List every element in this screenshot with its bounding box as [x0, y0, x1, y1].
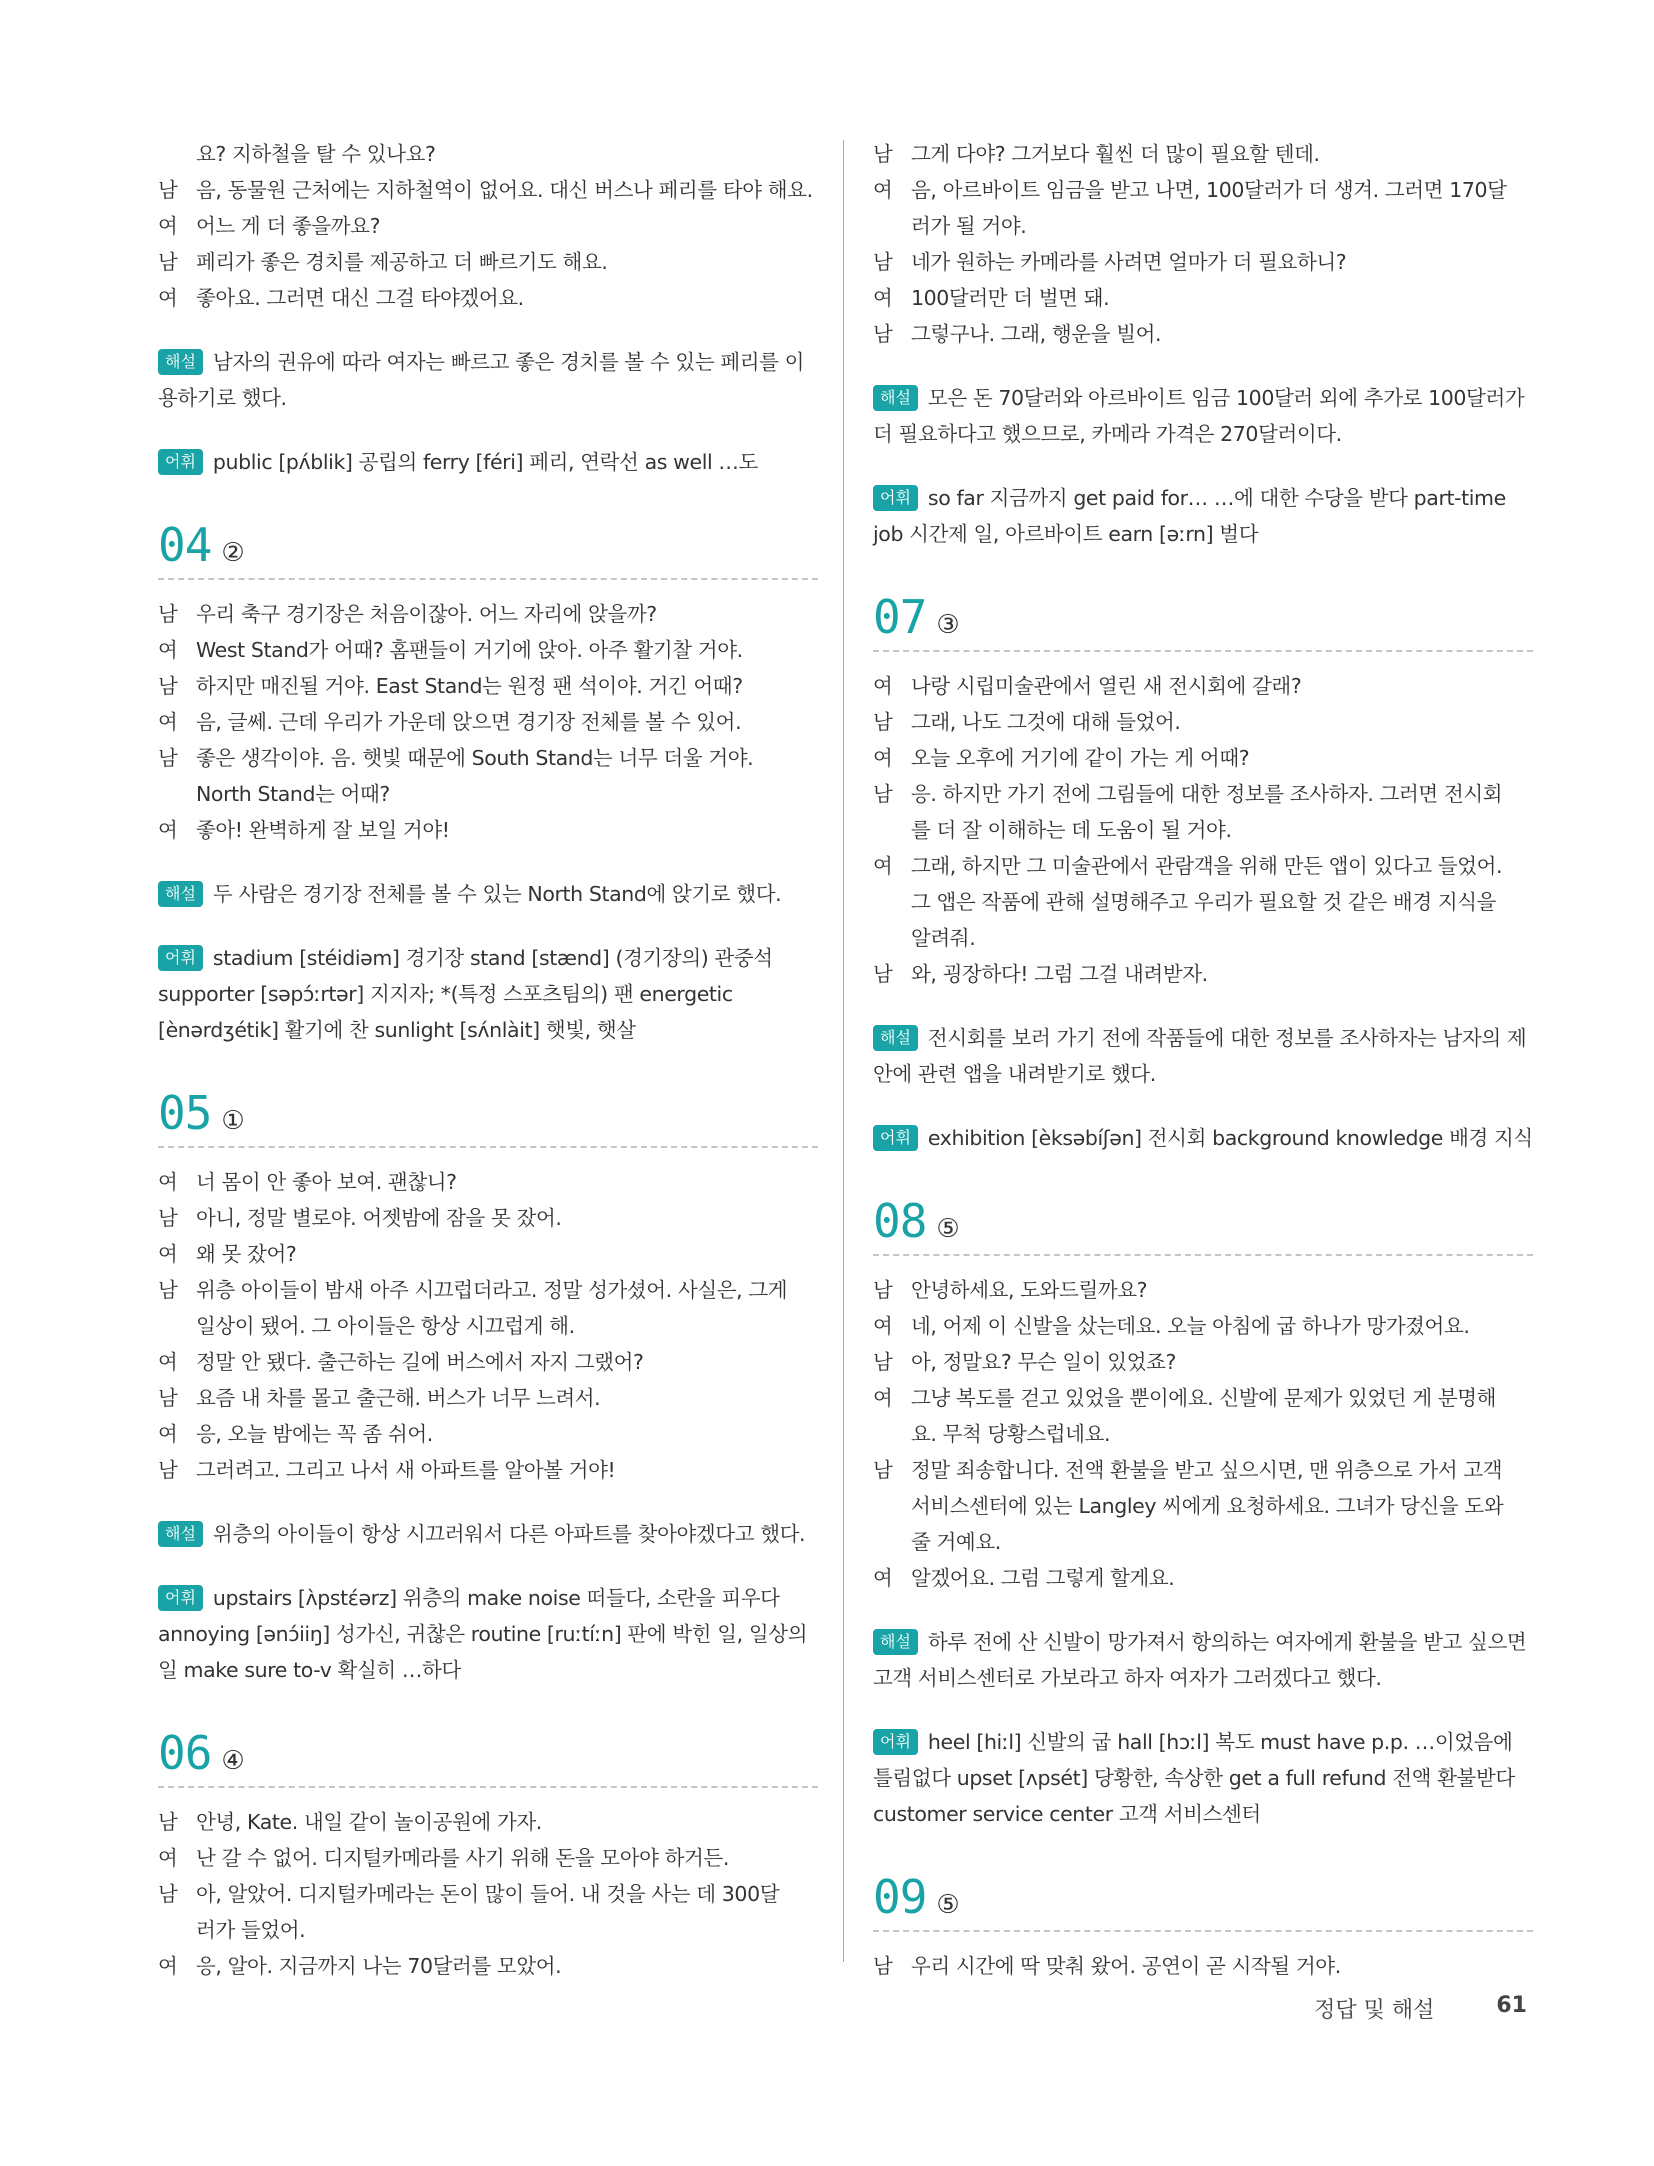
explanation-badge: 해설 — [158, 1521, 203, 1547]
line-text: 네, 어제 이 신발을 샀는데요. 오늘 아침에 굽 하나가 망가졌어요. — [911, 1314, 1470, 1338]
line-text: 그래, 나도 그것에 대해 들었어. — [911, 710, 1181, 734]
speaker-label: 여 — [158, 286, 178, 310]
speaker-label: 여 — [158, 1350, 178, 1374]
vocab-badge: 어휘 — [158, 945, 203, 971]
speaker-label: 남 — [873, 710, 893, 734]
line-text: 알려줘. — [911, 926, 976, 950]
vocab-badge: 어휘 — [873, 1125, 918, 1151]
line-text: 나랑 시립미술관에서 열린 새 전시회에 갈래? — [911, 674, 1302, 698]
explanation — [873, 1624, 1533, 1696]
line-text: 아니, 정말 별로야. 어젯밤에 잠을 못 잤어. — [196, 1206, 562, 1230]
line-text: 그렇구나. 그래, 행운을 빌어. — [911, 322, 1162, 346]
answer-mark: ⑤ — [936, 1890, 960, 1920]
line-text: 네가 원하는 카메라를 사려면 얼마가 더 필요하니? — [911, 250, 1347, 274]
dialogue-line — [873, 1488, 1533, 1524]
dialogue-line — [158, 812, 818, 848]
vocabulary — [873, 480, 1533, 552]
q03-continuation — [158, 136, 818, 316]
dialogue-line — [873, 956, 1533, 992]
speaker-label: 여 — [158, 1170, 178, 1194]
question-header — [158, 1720, 818, 1788]
dialogue-line — [158, 136, 818, 172]
dialogue-line — [873, 136, 1533, 172]
explanation-text: 두 사람은 경기장 전체를 볼 수 있는 North Stand에 앉기로 했다. — [212, 882, 782, 906]
speaker-label: 남 — [873, 1954, 893, 1978]
explanation — [873, 1020, 1533, 1092]
dialogue-line — [158, 1876, 818, 1912]
question-number: 08 — [873, 1194, 927, 1248]
speaker-label: 남 — [158, 178, 178, 202]
dialogue-line — [873, 740, 1533, 776]
answer-mark: ① — [221, 1106, 245, 1136]
explanation-text: 하루 전에 산 신발이 망가져서 항의하는 여자에게 환불을 받고 싶으면 고객 서비스센터로 가보라고 하자 여자가 그러겠다고 했다. — [873, 1630, 1527, 1690]
speaker-label: 여 — [873, 286, 893, 310]
question-number: 06 — [158, 1726, 212, 1780]
dialogue-line — [873, 1416, 1533, 1452]
page-footer — [1314, 1993, 1527, 2024]
line-text: 그 앱은 작품에 관해 설명해주고 우리가 필요할 것 같은 배경 지식을 — [911, 890, 1497, 914]
footer-label: 정답 및 해설 — [1314, 1998, 1435, 2023]
explanation-badge: 해설 — [873, 1025, 918, 1051]
vocab-text: heel [hiːl] 신발의 굽 hall [hɔːl] 복도 must have p.p. …이었음에 틀림없다 upset [ʌpsét] 당황한, 속상한 get a full refund 전액 환불받다 customer service center 고객 서비스센터 — [873, 1730, 1515, 1826]
line-text: 음, 아르바이트 임금을 받고 나면, 100달러가 더 생겨. 그러면 170달 — [911, 178, 1507, 202]
line-text: 응, 오늘 밤에는 꼭 좀 쉬어. — [196, 1422, 433, 1446]
dialogue-line — [158, 172, 818, 208]
vocab-badge: 어휘 — [158, 1585, 203, 1611]
speaker-label: 남 — [158, 1206, 178, 1230]
dialogue — [158, 136, 818, 316]
dialogue-line — [158, 1164, 818, 1200]
dialogue-line — [158, 1804, 818, 1840]
dialogue-line — [158, 668, 818, 704]
answer-mark: ② — [221, 538, 245, 568]
dialogue-line — [873, 1272, 1533, 1308]
dialogue-line — [158, 740, 818, 776]
question-header — [873, 1188, 1533, 1256]
question-08 — [873, 1188, 1533, 1832]
answer-mark: ③ — [936, 610, 960, 640]
question-number: 04 — [158, 518, 212, 572]
explanation — [873, 380, 1533, 452]
vocab-text: exhibition [èksəbíʃən] 전시회 background knowledge 배경 지식 — [927, 1126, 1533, 1150]
speaker-label: 남 — [158, 674, 178, 698]
dialogue-line — [873, 1380, 1533, 1416]
question-header — [873, 1864, 1533, 1932]
dialogue-line — [158, 1308, 818, 1344]
speaker-label: 남 — [873, 782, 893, 806]
line-text: 정말 안 됐다. 출근하는 길에 버스에서 자지 그랬어? — [196, 1350, 644, 1374]
dialogue-line — [158, 704, 818, 740]
line-text: 요즘 내 차를 몰고 출근해. 버스가 너무 느려서. — [196, 1386, 601, 1410]
q06-continuation — [873, 136, 1533, 352]
dialogue-line — [873, 244, 1533, 280]
question-07 — [873, 584, 1533, 1156]
dialogue-line — [873, 848, 1533, 884]
question-04 — [158, 512, 818, 1048]
line-text: 그게 다야? 그거보다 훨씬 더 많이 필요할 텐데. — [911, 142, 1320, 166]
page-number: 61 — [1496, 1993, 1527, 2018]
speaker-label: 여 — [873, 1386, 893, 1410]
speaker-label: 여 — [158, 1954, 178, 1978]
column-divider — [843, 140, 844, 1962]
dialogue-line — [158, 1416, 818, 1452]
speaker-label: 남 — [158, 1458, 178, 1482]
dialogue — [873, 1272, 1533, 1596]
dialogue-line — [158, 280, 818, 316]
explanation-text: 전시회를 보러 가기 전에 작품들에 대한 정보를 조사하자는 남자의 제안에 관련 앱을 내려받기로 했다. — [873, 1026, 1527, 1086]
line-text: 음, 동물원 근처에는 지하철역이 없어요. 대신 버스나 페리를 타야 해요. — [196, 178, 813, 202]
line-text: 러가 들었어. — [196, 1918, 306, 1942]
line-text: 일상이 됐어. 그 아이들은 항상 시끄럽게 해. — [196, 1314, 575, 1338]
vocab-badge: 어휘 — [158, 449, 203, 475]
question-number: 07 — [873, 590, 927, 644]
line-text: 왜 못 잤어? — [196, 1242, 297, 1266]
line-text: 그냥 복도를 걷고 있었을 뿐이에요. 신발에 문제가 있었던 게 분명해 — [911, 1386, 1497, 1410]
speaker-label: 여 — [873, 746, 893, 770]
dialogue-line — [873, 280, 1533, 316]
vocab-text: upstairs [ʌ̀pstέərz] 위층의 make noise 떠들다, 소란을 피우다 annoying [ənɔ́iiŋ] 성가신, 귀찮은 routine [ruːtíːn] 판에 박힌 일, 일상의 일 make sure to-v 확실히 …하다 — [158, 1586, 808, 1682]
line-text: West Stand가 어때? 홈팬들이 거기에 앉아. 아주 활기찰 거야. — [196, 638, 743, 662]
line-text: 요? 지하철을 탈 수 있나요? — [196, 142, 436, 166]
dialogue-line — [158, 244, 818, 280]
speaker-label: 여 — [158, 214, 178, 238]
speaker-label: 남 — [873, 1458, 893, 1482]
line-text: 응. 하지만 가기 전에 그림들에 대한 정보를 조사하자. 그러면 전시회 — [911, 782, 1503, 806]
explanation-badge: 해설 — [873, 385, 918, 411]
speaker-label: 여 — [158, 1422, 178, 1446]
line-text: 좋아! 완벽하게 잘 보일 거야! — [196, 818, 450, 842]
speaker-label: 여 — [158, 710, 178, 734]
explanation-badge: 해설 — [158, 349, 203, 375]
vocab-text: so far 지금까지 get paid for… …에 대한 수당을 받다 part-time job 시간제 일, 아르바이트 earn [əːrn] 벌다 — [873, 486, 1506, 546]
dialogue — [873, 1948, 1533, 1984]
dialogue-line — [873, 1524, 1533, 1560]
question-05 — [158, 1080, 818, 1688]
question-09 — [873, 1864, 1533, 1984]
vocab-badge: 어휘 — [873, 1729, 918, 1755]
speaker-label: 여 — [158, 638, 178, 662]
dialogue — [158, 1804, 818, 1984]
vocabulary — [873, 1120, 1533, 1156]
dialogue-line — [158, 1452, 818, 1488]
dialogue-line — [158, 1200, 818, 1236]
speaker-label: 남 — [158, 746, 178, 770]
dialogue-line — [873, 208, 1533, 244]
dialogue-line — [158, 776, 818, 812]
answer-mark: ④ — [221, 1746, 245, 1776]
dialogue-line — [158, 208, 818, 244]
dialogue-line — [873, 884, 1533, 920]
line-text: 100달러만 더 벌면 돼. — [911, 286, 1110, 310]
vocabulary — [873, 1724, 1533, 1832]
line-text: 난 갈 수 없어. 디지털카메라를 사기 위해 돈을 모아야 하거든. — [196, 1846, 729, 1870]
dialogue-line — [873, 1344, 1533, 1380]
line-text: 좋은 생각이야. 음. 햇빛 때문에 South Stand는 너무 더울 거야. — [196, 746, 754, 770]
line-text: 하지만 매진될 거야. East Stand는 원정 팬 석이야. 거긴 어때? — [196, 674, 743, 698]
dialogue-line — [873, 1308, 1533, 1344]
speaker-label: 여 — [158, 1846, 178, 1870]
dialogue-line — [158, 1272, 818, 1308]
speaker-label: 남 — [158, 602, 178, 626]
left-column — [158, 136, 818, 2012]
dialogue-line — [873, 776, 1533, 812]
dialogue-line — [873, 704, 1533, 740]
speaker-label: 여 — [873, 674, 893, 698]
line-text: 서비스센터에 있는 Langley 씨에게 요청하세요. 그녀가 당신을 도와 — [911, 1494, 1504, 1518]
explanation-text: 위층의 아이들이 항상 시끄러워서 다른 아파트를 찾아야겠다고 했다. — [212, 1522, 806, 1546]
speaker-label: 여 — [873, 1566, 893, 1590]
dialogue-line — [873, 1452, 1533, 1488]
dialogue — [158, 596, 818, 848]
question-header — [873, 584, 1533, 652]
vocab-text: public [pʌ́blik] 공립의 ferry [féri] 페리, 연락선 as well …도 — [212, 450, 758, 474]
dialogue-line — [873, 920, 1533, 956]
line-text: 를 더 잘 이해하는 데 도움이 될 거야. — [911, 818, 1232, 842]
dialogue-line — [158, 632, 818, 668]
line-text: 줄 거예요. — [911, 1530, 1001, 1554]
vocabulary — [158, 444, 818, 480]
explanation — [158, 344, 818, 416]
explanation-text: 남자의 권유에 따라 여자는 빠르고 좋은 경치를 볼 수 있는 페리를 이용하기로 했다. — [158, 350, 805, 410]
answer-mark: ⑤ — [936, 1214, 960, 1244]
dialogue — [158, 1164, 818, 1488]
line-text: 러가 될 거야. — [911, 214, 1027, 238]
question-06 — [158, 1720, 818, 1984]
dialogue-line — [158, 1236, 818, 1272]
line-text: 정말 죄송합니다. 전액 환불을 받고 싶으시면, 맨 위층으로 가서 고객 — [911, 1458, 1503, 1482]
line-text: North Stand는 어때? — [196, 782, 390, 806]
line-text: 안녕, Kate. 내일 같이 놀이공원에 가자. — [196, 1810, 542, 1834]
speaker-label: 남 — [158, 1882, 178, 1906]
explanation — [158, 876, 818, 912]
dialogue-line — [158, 1344, 818, 1380]
dialogue-line — [873, 812, 1533, 848]
vocab-badge: 어휘 — [873, 485, 918, 511]
explanation-text: 모은 돈 70달러와 아르바이트 임금 100달러 외에 추가로 100달러가 더 필요하다고 했으므로, 카메라 가격은 270달러이다. — [873, 386, 1525, 446]
dialogue-line — [873, 1560, 1533, 1596]
speaker-label: 여 — [873, 1314, 893, 1338]
line-text: 우리 시간에 딱 맞춰 왔어. 공연이 곧 시작될 거야. — [911, 1954, 1341, 1978]
question-header — [158, 512, 818, 580]
line-text: 음, 글쎄. 근데 우리가 가운데 앉으면 경기장 전체를 볼 수 있어. — [196, 710, 742, 734]
line-text: 너 몸이 안 좋아 보여. 괜찮니? — [196, 1170, 457, 1194]
line-text: 오늘 오후에 거기에 같이 가는 게 어때? — [911, 746, 1250, 770]
line-text: 아, 알았어. 디지털카메라는 돈이 많이 들어. 내 것을 사는 데 300달 — [196, 1882, 780, 1906]
right-column — [873, 136, 1533, 2012]
line-text: 아, 정말요? 무슨 일이 있었죠? — [911, 1350, 1176, 1374]
speaker-label: 남 — [158, 1386, 178, 1410]
line-text: 와, 굉장하다! 그럼 그걸 내려받자. — [911, 962, 1208, 986]
dialogue-line — [158, 1948, 818, 1984]
line-text: 페리가 좋은 경치를 제공하고 더 빠르기도 해요. — [196, 250, 608, 274]
line-text: 그래, 하지만 그 미술관에서 관람객을 위해 만든 앱이 있다고 들었어. — [911, 854, 1503, 878]
speaker-label: 남 — [158, 1810, 178, 1834]
line-text: 위층 아이들이 밤새 아주 시끄럽더라고. 정말 성가셨어. 사실은, 그게 — [196, 1278, 788, 1302]
line-text: 요. 무척 당황스럽네요. — [911, 1422, 1111, 1446]
explanation-badge: 해설 — [873, 1629, 918, 1655]
vocabulary — [158, 1580, 818, 1688]
line-text: 좋아요. 그러면 대신 그걸 타야겠어요. — [196, 286, 524, 310]
line-text: 안녕하세요, 도와드릴까요? — [911, 1278, 1148, 1302]
speaker-label: 남 — [873, 1278, 893, 1302]
vocabulary — [158, 940, 818, 1048]
dialogue-line — [158, 1912, 818, 1948]
vocab-text: stadium [stéidiəm] 경기장 stand [stænd] (경기장의) 관중석 supporter [səpɔ́ːrtər] 지지자; *(특정 스포츠팀의) 팬 energetic [ènərdʒétik] 활기에 찬 sunlight [sʌ́nlàit] 햇빛, 햇살 — [158, 946, 773, 1042]
question-number: 05 — [158, 1086, 212, 1140]
line-text: 우리 축구 경기장은 처음이잖아. 어느 자리에 앉을까? — [196, 602, 657, 626]
line-text: 알겠어요. 그럼 그렇게 할게요. — [911, 1566, 1175, 1590]
dialogue-line — [158, 1380, 818, 1416]
speaker-label: 남 — [873, 962, 893, 986]
speaker-label: 남 — [873, 142, 893, 166]
speaker-label: 여 — [158, 818, 178, 842]
line-text: 응, 알아. 지금까지 나는 70달러를 모았어. — [196, 1954, 562, 1978]
explanation-badge: 해설 — [158, 881, 203, 907]
speaker-label: 남 — [873, 322, 893, 346]
line-text: 어느 게 더 좋을까요? — [196, 214, 381, 238]
speaker-label: 여 — [158, 1242, 178, 1266]
speaker-label: 남 — [158, 1278, 178, 1302]
dialogue-line — [158, 1840, 818, 1876]
speaker-label: 남 — [873, 1350, 893, 1374]
speaker-label: 여 — [873, 178, 893, 202]
dialogue-line — [873, 668, 1533, 704]
question-header — [158, 1080, 818, 1148]
dialogue — [873, 668, 1533, 992]
question-number: 09 — [873, 1870, 927, 1924]
speaker-label: 남 — [873, 250, 893, 274]
dialogue-line — [873, 316, 1533, 352]
dialogue-line — [158, 596, 818, 632]
explanation — [158, 1516, 818, 1552]
speaker-label: 여 — [873, 854, 893, 878]
dialogue-line — [873, 172, 1533, 208]
speaker-label: 남 — [158, 250, 178, 274]
dialogue — [873, 136, 1533, 352]
dialogue-line — [873, 1948, 1533, 1984]
line-text: 그러려고. 그리고 나서 새 아파트를 알아볼 거야! — [196, 1458, 616, 1482]
